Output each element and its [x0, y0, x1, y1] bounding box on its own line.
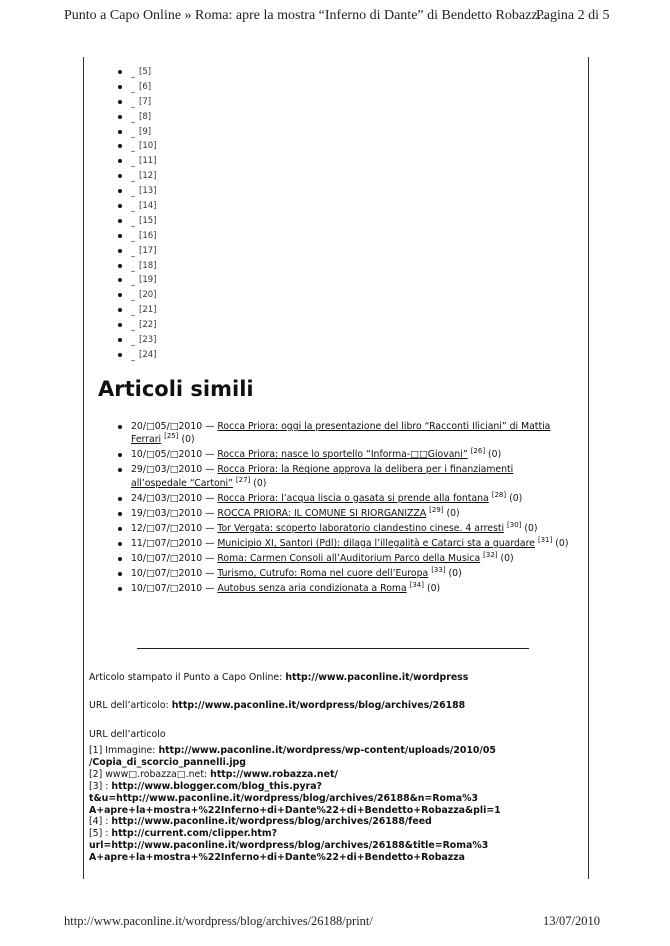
ref-url[interactable]: /Copia_di_scorcio_pannelli.jpg — [89, 756, 246, 768]
article-link[interactable]: Roma: Carmen Consoli all’Auditorium Parco della Musica — [217, 552, 481, 564]
article-link[interactable]: Rocca Priora: l’acqua liscia o gasata si prende alla fontana — [217, 492, 489, 504]
bullet-icon — [118, 264, 122, 268]
ref-label: [2] www□.robazza□.net: — [89, 768, 208, 780]
reference-number[interactable]: [17] — [139, 245, 157, 256]
printed-from-url[interactable]: http://www.paconline.it/wordpress — [285, 672, 469, 683]
similar-article-item — [118, 537, 570, 550]
comment-count: (0) — [426, 582, 441, 594]
article-url[interactable]: http://www.paconline.it/wordpress/blog/archives/26188 — [171, 700, 466, 711]
comment-count: (0) — [509, 492, 523, 504]
bullet-icon — [118, 497, 122, 501]
bullet-icon — [118, 70, 122, 74]
dash-mark — [131, 211, 135, 212]
bullet-icon — [118, 587, 122, 591]
article-link[interactable]: Rocca Priora: oggi la presentazione del libro “Racconti Iliciani” di Mattia Ferrari — [131, 421, 551, 446]
url-ref-5-cont — [89, 852, 501, 864]
ref-url[interactable]: http://www.robazza.net/ — [210, 768, 338, 780]
frame-border-right — [588, 57, 589, 879]
document-title: Punto a Capo Online » Roma: apre la mostra “Inferno di Dante” di Bendetto Robazz... — [64, 8, 549, 23]
similar-article-item — [118, 552, 570, 565]
dash-mark — [131, 137, 135, 138]
url-ref-2 — [89, 769, 501, 781]
bullet-icon — [118, 204, 122, 208]
reference-number[interactable]: [16] — [139, 230, 157, 241]
ref-url[interactable]: http://www.blogger.com/blog_this.pyra? — [111, 780, 322, 792]
article-ref: [32] — [483, 550, 498, 559]
dash-mark — [131, 122, 135, 123]
bullet-icon — [118, 278, 122, 282]
page-number: Pagina 2 di 5 — [536, 8, 610, 23]
dash-mark — [131, 271, 135, 272]
reference-number[interactable]: [6] — [139, 81, 152, 92]
reference-number[interactable]: [13] — [139, 186, 157, 197]
bullet-icon — [118, 249, 122, 253]
dash-mark — [131, 77, 135, 78]
comment-count: (0) — [500, 552, 514, 564]
footer-date: 13/07/2010 — [543, 914, 600, 928]
comment-count: (0) — [253, 477, 267, 489]
reference-number[interactable]: [9] — [139, 126, 152, 137]
dash-mark — [131, 360, 135, 361]
bullet-icon — [118, 189, 122, 193]
reference-number[interactable]: [22] — [139, 320, 157, 331]
bullet-icon — [118, 174, 122, 178]
bullet-icon — [118, 353, 122, 357]
similar-articles-list — [118, 420, 570, 597]
article-link[interactable]: Rocca Priora: la Regione approva la delibera per i finanziamenti all’ospedale “Cartoni” — [131, 464, 514, 489]
ref-url[interactable]: http://www.paconline.it/wordpress/wp-content/uploads/2010/05 — [158, 745, 496, 756]
article-date: 11/□07/□2010 — — [131, 537, 215, 549]
bullet-icon — [118, 100, 122, 104]
article-link[interactable]: ROCCA PRIORA: IL COMUNE SI RIORGANIZZA — [217, 507, 427, 519]
bullet-icon — [118, 338, 122, 342]
bullet-icon — [118, 527, 122, 531]
bullet-icon — [118, 159, 122, 163]
dash-mark — [131, 107, 135, 108]
url-ref-1 — [89, 745, 501, 757]
bullet-icon — [118, 468, 122, 472]
reference-number[interactable]: [20] — [139, 290, 157, 301]
ref-label: [5] : — [89, 828, 109, 840]
bullet-icon — [118, 453, 122, 457]
article-date: 24/□03/□2010 — — [131, 492, 215, 504]
article-ref: [27] — [235, 475, 251, 484]
article-date: 19/□03/□2010 — — [131, 507, 215, 519]
article-date: 10/□07/□2010 — — [131, 552, 215, 564]
url-list — [89, 745, 501, 864]
ref-label: [1] Immagine: — [89, 745, 156, 756]
bullet-icon — [118, 219, 122, 223]
dash-mark — [131, 226, 135, 227]
article-link[interactable]: Autobus senza aria condizionata a Roma — [217, 582, 407, 594]
bullet-icon — [118, 130, 122, 134]
comment-count: (0) — [524, 522, 538, 534]
bullet-icon — [118, 85, 122, 89]
url-ref-5-cont — [89, 840, 501, 852]
article-ref: [34] — [409, 580, 424, 589]
article-ref: [26] — [470, 447, 486, 456]
similar-article-item — [118, 567, 570, 580]
reference-number[interactable]: [14] — [139, 201, 157, 212]
dash-mark — [131, 300, 135, 301]
reference-number[interactable]: [24] — [139, 349, 157, 360]
dash-mark — [131, 285, 135, 286]
article-ref: [33] — [431, 565, 446, 574]
reference-number[interactable]: [7] — [139, 96, 152, 107]
printed-from-line — [89, 672, 468, 683]
similar-article-item — [118, 463, 570, 490]
dash-mark — [131, 151, 135, 152]
dash-mark — [131, 166, 135, 167]
url-ref-3 — [89, 781, 501, 793]
reference-number[interactable]: [21] — [139, 305, 157, 316]
similar-article-item — [118, 448, 570, 461]
comment-count: (0) — [446, 507, 460, 519]
ref-url[interactable]: http://current.com/clipper.htm? — [111, 828, 278, 840]
article-link[interactable]: Rocca Priora: nasce lo sportello “Informa-□□Giovani” — [217, 449, 468, 461]
bullet-icon — [118, 425, 122, 429]
article-link[interactable]: Municipio XI, Santori (Pdl): dilaga l’illegalità e Catarci sta a guardare — [217, 537, 535, 549]
article-date: 10/□07/□2010 — — [131, 582, 215, 594]
dash-mark — [131, 196, 135, 197]
ref-url[interactable]: A+apre+la+mostra+%22Inferno+di+Dante%22+di+Bendetto+Robazza&pli=1 — [89, 804, 501, 816]
bullet-icon — [118, 512, 122, 516]
bullet-icon — [118, 323, 122, 327]
bullet-icon — [118, 557, 122, 561]
bullet-icon — [118, 115, 122, 119]
article-ref: [29] — [429, 505, 444, 514]
dash-mark — [131, 330, 135, 331]
similar-article-item — [118, 420, 570, 447]
ref-url[interactable]: t&u=http://www.paconline.it/wordpress/blog/archives/26188&n=Roma%3 — [89, 792, 478, 804]
article-ref: [31] — [537, 535, 553, 544]
url-ref-1-cont — [89, 757, 501, 769]
bullet-icon — [118, 293, 122, 297]
reference-number[interactable]: [11] — [139, 156, 157, 167]
reference-number[interactable]: [5] — [139, 67, 152, 77]
bullet-icon — [118, 542, 122, 546]
ref-label: [3] : — [89, 780, 109, 792]
dash-mark — [131, 241, 135, 242]
dash-mark — [131, 256, 135, 257]
ref-url[interactable]: http://www.paconline.it/wordpress/blog/archives/26188/feed — [111, 816, 432, 828]
ref-url[interactable]: A+apre+la+mostra+%22Inferno+di+Dante%22+di+Bendetto+Robazza — [89, 852, 466, 864]
dash-mark — [131, 181, 135, 182]
similar-article-item — [118, 492, 570, 505]
similar-article-item — [118, 507, 570, 520]
article-ref: [25] — [164, 432, 179, 441]
bullet-icon — [118, 308, 122, 312]
comment-count: (0) — [181, 434, 195, 446]
reference-number[interactable]: [12] — [139, 171, 157, 182]
article-link[interactable]: Turismo, Cutrufo: Roma nel cuore dell’Europa — [217, 567, 429, 579]
comment-count: (0) — [488, 449, 502, 461]
dash-mark — [131, 315, 135, 316]
bullet-icon — [118, 234, 122, 238]
article-link[interactable]: Tor Vergata: scoperto laboratorio clandestino cinese. 4 arresti — [217, 522, 505, 534]
article-date: 29/□03/□2010 — — [131, 464, 215, 476]
footer-url: http://www.paconline.it/wordpress/blog/archives/26188/print/ — [64, 914, 373, 928]
article-date: 10/□07/□2010 — — [131, 567, 215, 579]
reference-number[interactable]: [18] — [139, 260, 157, 271]
url-ref-4 — [89, 816, 501, 828]
similar-articles-heading: Articoli simili — [98, 377, 254, 401]
section-divider — [137, 648, 529, 649]
frame-border-left — [83, 57, 84, 879]
article-date: 12/□07/□2010 — — [131, 522, 215, 534]
reference-number[interactable]: [8] — [139, 111, 152, 122]
dash-mark — [131, 345, 135, 346]
comment-count: (0) — [448, 567, 462, 579]
reference-number[interactable]: [10] — [139, 141, 157, 152]
reference-number[interactable]: [23] — [139, 335, 157, 346]
article-date: 10/□05/□2010 — — [131, 449, 215, 461]
article-url-line — [89, 700, 465, 711]
comment-count: (0) — [555, 537, 569, 549]
article-ref: [30] — [507, 520, 522, 529]
article-url-label: URL dell’articolo: — [89, 700, 169, 711]
url-ref-5 — [89, 828, 501, 840]
url-ref-3-cont — [89, 805, 501, 817]
similar-article-item — [118, 522, 570, 535]
article-date: 20/□05/□2010 — — [131, 421, 215, 432]
url-ref-3-cont — [89, 793, 501, 805]
url-list-label: URL dell’articolo — [89, 729, 166, 740]
bullet-icon — [118, 572, 122, 576]
similar-article-item — [118, 582, 570, 595]
printed-from-label: Articolo stampato il Punto a Capo Online: — [89, 672, 283, 683]
reference-number[interactable]: [19] — [139, 275, 157, 286]
dash-mark — [131, 92, 135, 93]
bullet-icon — [118, 144, 122, 148]
ref-url[interactable]: url=http://www.paconline.it/wordpress/blog/archives/26188&title=Roma%3 — [89, 840, 489, 852]
ref-label: [4] : — [89, 816, 109, 828]
article-ref: [28] — [491, 490, 507, 499]
reference-number[interactable]: [15] — [139, 215, 157, 226]
